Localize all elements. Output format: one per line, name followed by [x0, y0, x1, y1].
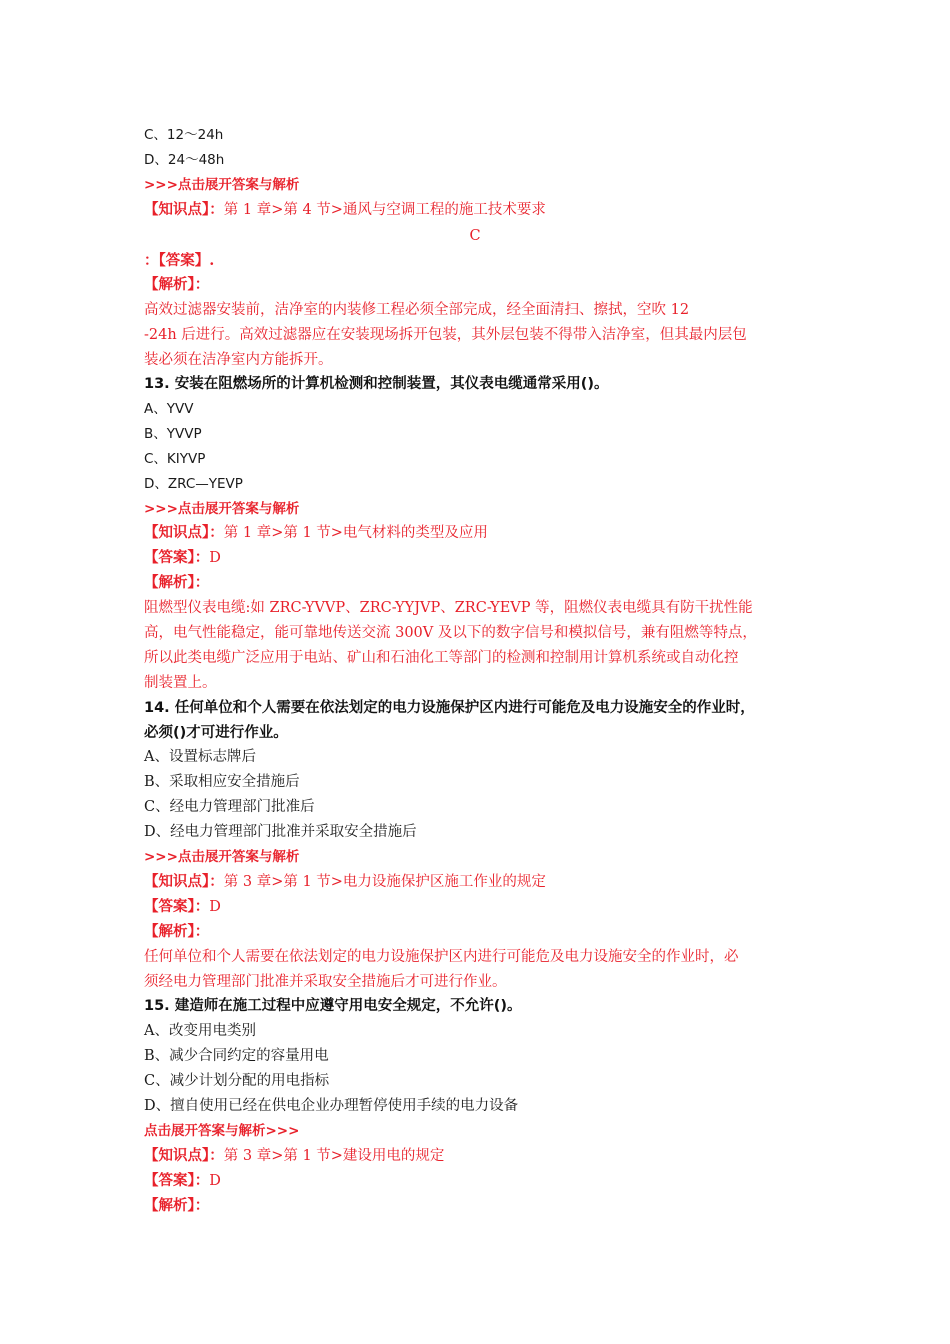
analysis-line: 阻燃型仪表电缆:如 ZRC-YVVP、ZRC-YYJVP、ZRC-YEVP 等，阻燃仪表电缆具有防干扰性能 — [144, 600, 753, 616]
option-c: C、经电力管理部门批准后 — [144, 799, 315, 815]
analysis-line: 装必须在洁净室内方能拆开。 — [144, 352, 333, 368]
analysis-line: 须经电力管理部门批准并采取安全措施后才可进行作业。 — [144, 974, 507, 990]
option-d: D、经电力管理部门批准并采取安全措施后 — [144, 824, 417, 840]
option-a: A、设置标志牌后 — [144, 749, 256, 765]
answer — [144, 1171, 221, 1191]
knowledge-text: 第 1 章>第 1 节>电气材料的类型及应用 — [223, 525, 488, 541]
expand-answer-link[interactable]: >>>点击展开答案与解析 — [144, 501, 300, 517]
question-title-cont: 必须()才可进行作业。 — [144, 725, 288, 741]
answer-label: 【答案】： — [144, 549, 210, 566]
option-a: A、改变用电类别 — [144, 1023, 256, 1039]
knowledge-point — [144, 523, 488, 543]
expand-answer-link[interactable]: >>>点击展开答案与解析 — [144, 177, 300, 193]
expand-answer-link[interactable]: 点击展开答案与解析>>> — [144, 1123, 300, 1139]
option-a: A、YVV — [144, 401, 194, 417]
option-b: B、采取相应安全措施后 — [144, 774, 300, 790]
answer-label: ：【答案】. — [144, 252, 215, 269]
option-c: C、减少计划分配的用电指标 — [144, 1073, 330, 1089]
option-d: D、ZRC—YEVP — [144, 476, 243, 492]
answer — [144, 897, 221, 917]
option-d: D、24～48h — [144, 152, 225, 168]
answer-value: D — [209, 899, 221, 915]
option-b: B、YVVP — [144, 426, 202, 442]
answer-value: D — [209, 550, 221, 566]
knowledge-point — [144, 872, 546, 892]
answer-value: C — [469, 228, 481, 244]
knowledge-text: 第 3 章>第 1 节>电力设施保护区施工作业的规定 — [223, 874, 546, 890]
knowledge-point — [144, 200, 546, 220]
analysis-label: 【解析】： — [144, 276, 210, 293]
analysis-line: 高效过滤器安装前，洁净室的内装修工程必须全部完成，经全面清扫、擦拭，空吹 12 — [144, 302, 690, 318]
question-title: 14. 任何单位和个人需要在依法划定的电力设施保护区内进行可能危及电力设施安全的作业时， — [144, 700, 755, 716]
analysis-line: 制装置上。 — [144, 675, 217, 691]
knowledge-point — [144, 1146, 444, 1166]
analysis-label: 【解析】： — [144, 1197, 210, 1214]
knowledge-text: 第 1 章>第 4 节>通风与空调工程的施工技术要求 — [223, 202, 546, 218]
analysis-line: -24h 后进行。高效过滤器应在安装现场拆开包装，其外层包装不得带入洁净室，但其最内层包 — [144, 327, 747, 343]
analysis-label: 【解析】： — [144, 923, 210, 940]
analysis-label: 【解析】： — [144, 574, 210, 591]
answer — [144, 548, 221, 568]
answer-label: 【答案】： — [144, 1172, 210, 1189]
knowledge-label: 【知识点】： — [144, 873, 224, 890]
option-d: D、擅自使用已经在供电企业办理暂停使用手续的电力设备 — [144, 1098, 519, 1114]
analysis-line: 任何单位和个人需要在依法划定的电力设施保护区内进行可能危及电力设施安全的作业时，必 — [144, 949, 739, 965]
option-b: B、减少合同约定的容量用电 — [144, 1048, 329, 1064]
option-c: C、KIYVP — [144, 451, 206, 467]
question-title: 15. 建造师在施工过程中应遵守用电安全规定，不允许()。 — [144, 998, 522, 1014]
knowledge-text: 第 3 章>第 1 节>建设用电的规定 — [223, 1148, 445, 1164]
question-title: 13. 安装在阻燃场所的计算机检测和控制装置，其仪表电缆通常采用()。 — [144, 376, 609, 392]
analysis-line: 高，电气性能稳定，能可靠地传送交流 300V 及以下的数字信号和模拟信号，兼有阻燃等特点， — [144, 625, 757, 641]
knowledge-label: 【知识点】： — [144, 1147, 224, 1164]
answer-value: D — [209, 1173, 221, 1189]
knowledge-label: 【知识点】： — [144, 524, 224, 541]
answer-label: 【答案】： — [144, 898, 210, 915]
knowledge-label: 【知识点】： — [144, 201, 224, 218]
analysis-line: 所以此类电缆广泛应用于电站、矿山和石油化工等部门的检测和控制用计算机系统或自动化控 — [144, 650, 739, 666]
option-c: C、12～24h — [144, 127, 224, 143]
expand-answer-link[interactable]: >>>点击展开答案与解析 — [144, 849, 300, 865]
